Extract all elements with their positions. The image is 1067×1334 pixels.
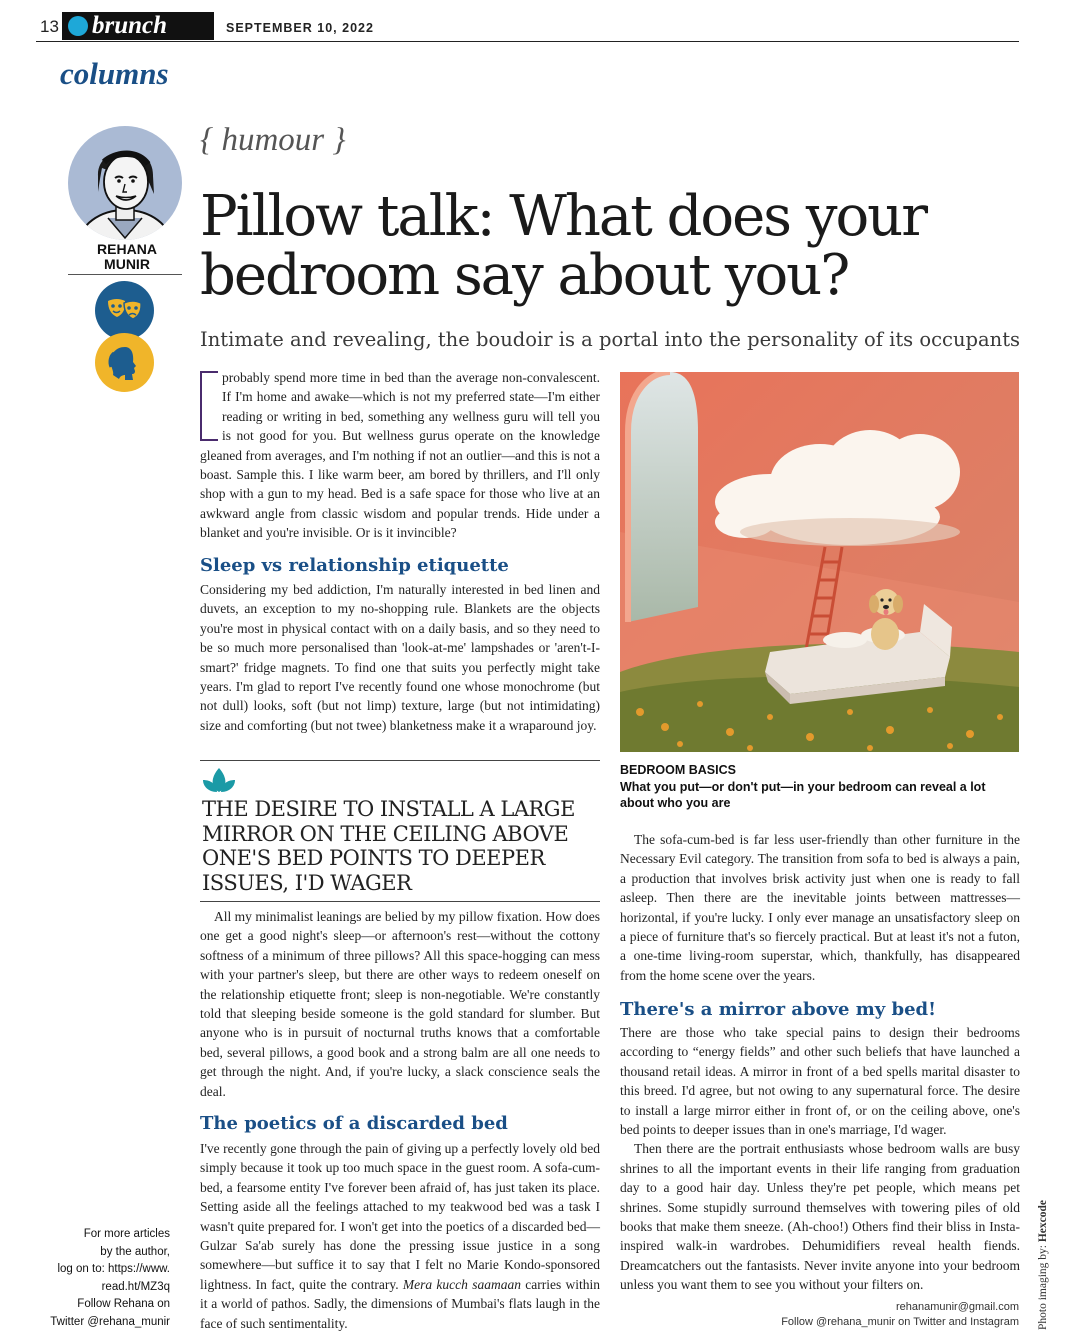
drop-cap-i [200,371,218,441]
author-divider [68,274,182,275]
article-headline: Pillow talk: What does your bedroom say about you? [200,184,927,308]
subhead-mirror: There's a mirror above my bed! [620,999,937,1020]
issue-date: SEPTEMBER 10, 2022 [226,21,374,35]
theatre-masks-icon [95,281,154,340]
brand-dot-icon [68,16,88,36]
body-paragraph: All my minimalist leanings are belied by my pillow fixation. How does one get a good night's sleep—or afternoon's rest—without the cottony softness of a minimum of three pillows? All this space-hogging can mess with your partner's sleep, but there are other ways to redeem oneself on the relationship etiquette front; sleep is non-negotiable. We're constantly told that sleeping beside someone is the gold standard for slumber. But anyone who is in pursuit of nocturnal truths knows that a comfortable bed, several pillows, a good book and a strong balm are all one needs to get through the night. And, if you're lucky, a slack conscience seals the deal. [200,909,600,1099]
leaf-icon [202,766,236,798]
pull-quote: THE DESIRE TO INSTALL A LARGE MIRROR ON THE CEILING ABOVE ONE'S BED POINTS TO DEEPER ISSUES, I'D WAGER [202,797,575,895]
subhead-discarded-bed: The poetics of a discarded bed [200,1113,508,1134]
pullquote-rule-top [200,760,600,761]
brand-name: brunch [92,12,168,39]
section-name: columns [60,56,169,91]
author-email: rehanamunir@gmail.com [895,1301,1019,1313]
body-paragraph: I've recently gone through the pain of giving up a perfectly lovely old bed simply because it took up too much space in the guest room. A sofa-cum-bed, a fearsome entity I've forever been afraid of, has just taken its place. Setting aside all the feelings attached to my teakwood bed was a task I wasn't quite prepared for. I won't get into the poetics of a discarded bed—Gulzar Sa'ab surely has done the pressing issue justice in a song somewhere—but suffice it to say that I felt no Marie Kondo-sponsored lightness. In fact, quite the contrary. Mera kucch saamaan carries within it a world of pathos. Sadly, the dimensions of Mumbai's flats laugh in the face of such sentimentality. [200,1141,601,1331]
brand-logo [62,12,214,40]
article-kicker: { humour } [200,122,346,158]
author-name: REHANA MUNIR [97,241,157,272]
bedroom-photo [620,372,1019,752]
body-paragraph: The sofa-cum-bed is far less user-friendly than other furniture in the Necessary Evil category. The transition from sofa to bed is always a pain, a production that involves brisk activity just when one is ready to fall asleep. Then there are the inevitable joints between mattresses—horizontal, if you're lucky. I only ever manage an unsatisfactory sleep on a piece of furniture that's so fiercely practical. But at least it's not a futon, a one-time living-room superstar, which, thankfully, has disappeared from the home scene over the years. [620,832,1020,983]
masthead [36,12,1019,42]
pullquote-rule-bottom [200,901,600,902]
photo-caption-title: BEDROOM BASICS [620,763,736,777]
author-portrait [68,126,182,240]
body-paragraph: Considering my bed addiction, I'm naturally interested in bed linen and duvets, an exception to my no-shopping rule. Blankets are the objects you're most in physical contact with on a daily basis, and so they need to be so much more personalised than 'look-at-me' lampshades or 'aren't-I-smart?' fridge magnets. To find one that suits you perfectly might take years. I'm glad to report I've recently found one whose monochrome (but not dull) looks, soft (but not limp) texture, large (but not intimidating) size and comforting (but not twee) blanketness make it a wraparound joy. [200,582,600,733]
article-standfirst: Intimate and revealing, the boudoir is a portal into the personality of its occupants [200,328,1021,351]
photo-caption-text: What you put—or don't put—in your bedroom can reveal a lot about who you are [620,780,986,810]
intro-paragraph: probably spend more time in bed than the average non-convalescent. If I'm home and awake—which is not my preferred state—I'm either reading or writing in bed, something any wellness guru will tell you is not good for you. But wellness gurus operate on the knowledge gleaned from averages, and I'm nothing if not an outlier—and this is not a boast. Sample this. I like warm beer, am bored by thrillers, and I'll only shop with a gun to my head. Bed is a safe space for those who live at an awkward angle from classic wisdom and popular trends. Hide under a blanket and you're invisible. Or is it invincible? [200,370,600,541]
page-number: 13 [40,17,59,36]
profile-silhouette-icon [95,333,154,392]
author-follow-note: Follow @rehana_munir on Twitter and Instagram [781,1316,1019,1328]
body-paragraph: There are those who take special pains to design their bedrooms according to “energy fields” and other such beliefs that have launched a thousand retail ideas. A mirror in front of a bed spells marital disaster to this breed. I'd agree, but not owing to any supernatural force. The desire to install a large mirror either in front of, or on the ceiling above, one's bed points to deeper issues than in one's marriage, I'd wager. Then there are the portrait enthusiasts whose bedroom walls are busy shrines to all the important events in their life ranging from graduation day to a good hair day. Unless they're pet people, which means pet shrines. Some stupidly surround themselves with towering piles of old books that make them sneeze. (Ah-choo!) Others find their bliss in Insta-inspired walk-in wardrobes. Dehumidifiers reveal health fiends. Dreamcatchers out the fantasists. Never invite anyone into your bedroom unless you want them to see you without your filters on. [620,1025,1020,1293]
more-articles-note: For more articles by the author, log on to: https://www. read.ht/MZ3q Follow Rehana on Twitter @rehana_munir [50,1228,170,1328]
photo-credit: Photo imaging by: Hexcode [1037,1199,1049,1330]
subhead-sleep-etiquette: Sleep vs relationship etiquette [200,555,509,576]
